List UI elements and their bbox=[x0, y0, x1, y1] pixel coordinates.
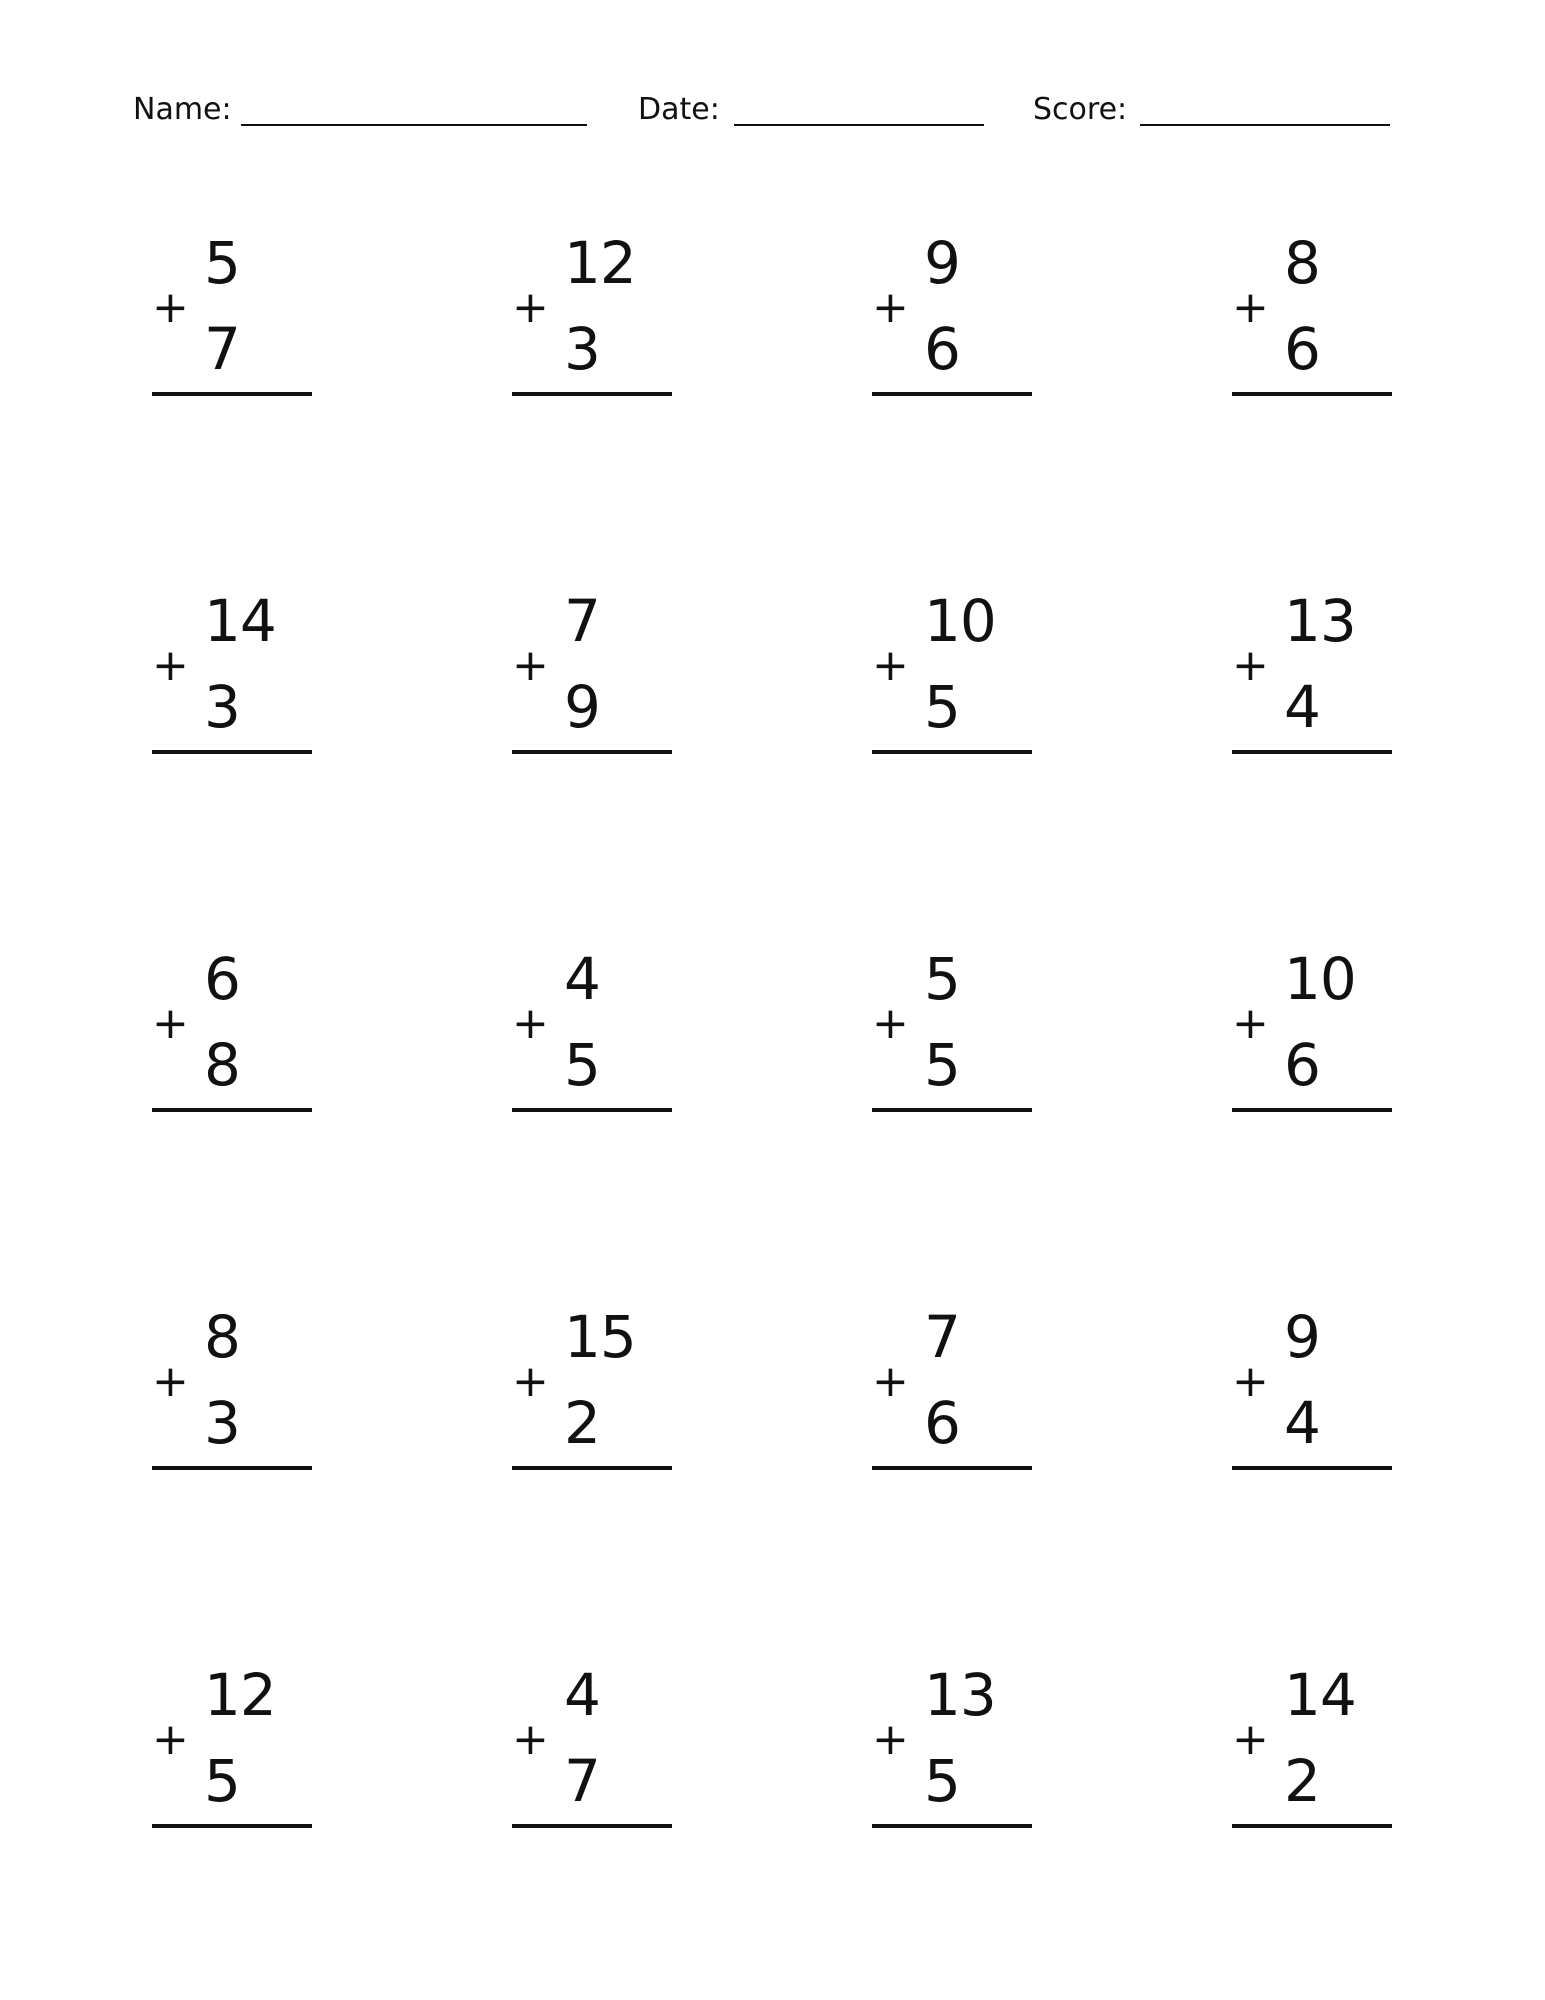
addition-problem bbox=[1232, 230, 1392, 390]
plus-sign: + bbox=[1232, 1714, 1269, 1765]
bottom-addend: 7 bbox=[204, 315, 240, 383]
answer-line[interactable] bbox=[1232, 1108, 1392, 1112]
answer-line[interactable] bbox=[512, 1824, 672, 1828]
top-addend: 9 bbox=[924, 229, 960, 297]
answer-line[interactable] bbox=[872, 392, 1032, 396]
top-addend: 13 bbox=[1284, 587, 1356, 655]
bottom-addend: 3 bbox=[564, 315, 600, 383]
bottom-addend: 2 bbox=[1284, 1747, 1320, 1815]
addition-problem bbox=[1232, 588, 1392, 748]
plus-sign: + bbox=[1232, 1356, 1269, 1407]
answer-line[interactable] bbox=[1232, 1824, 1392, 1828]
answer-line[interactable] bbox=[1232, 392, 1392, 396]
top-addend: 13 bbox=[924, 1661, 996, 1729]
bottom-addend: 5 bbox=[204, 1747, 240, 1815]
top-addend: 5 bbox=[924, 945, 960, 1013]
top-addend: 5 bbox=[204, 229, 240, 297]
answer-line[interactable] bbox=[152, 392, 312, 396]
addition-problem bbox=[512, 588, 672, 748]
top-addend: 10 bbox=[924, 587, 996, 655]
bottom-addend: 2 bbox=[564, 1389, 600, 1457]
name-label: Name: bbox=[133, 92, 232, 127]
plus-sign: + bbox=[872, 282, 909, 333]
bottom-addend: 6 bbox=[1284, 1031, 1320, 1099]
answer-line[interactable] bbox=[512, 750, 672, 754]
top-addend: 15 bbox=[564, 1303, 636, 1371]
bottom-addend: 4 bbox=[1284, 673, 1320, 741]
answer-line[interactable] bbox=[872, 1466, 1032, 1470]
plus-sign: + bbox=[872, 640, 909, 691]
top-addend: 7 bbox=[564, 587, 600, 655]
bottom-addend: 7 bbox=[564, 1747, 600, 1815]
top-addend: 8 bbox=[204, 1303, 240, 1371]
plus-sign: + bbox=[152, 1356, 189, 1407]
plus-sign: + bbox=[512, 1356, 549, 1407]
answer-line[interactable] bbox=[1232, 750, 1392, 754]
plus-sign: + bbox=[1232, 640, 1269, 691]
plus-sign: + bbox=[872, 1356, 909, 1407]
addition-problem bbox=[152, 230, 312, 390]
addition-problem bbox=[512, 1662, 672, 1822]
bottom-addend: 9 bbox=[564, 673, 600, 741]
answer-line[interactable] bbox=[152, 1824, 312, 1828]
answer-line[interactable] bbox=[512, 392, 672, 396]
top-addend: 4 bbox=[564, 1661, 600, 1729]
bottom-addend: 5 bbox=[564, 1031, 600, 1099]
bottom-addend: 3 bbox=[204, 673, 240, 741]
bottom-addend: 6 bbox=[1284, 315, 1320, 383]
plus-sign: + bbox=[152, 640, 189, 691]
plus-sign: + bbox=[512, 1714, 549, 1765]
bottom-addend: 5 bbox=[924, 673, 960, 741]
addition-problem bbox=[872, 946, 1032, 1106]
answer-line[interactable] bbox=[1232, 1466, 1392, 1470]
bottom-addend: 8 bbox=[204, 1031, 240, 1099]
bottom-addend: 6 bbox=[924, 1389, 960, 1457]
top-addend: 12 bbox=[564, 229, 636, 297]
top-addend: 10 bbox=[1284, 945, 1356, 1013]
addition-problem bbox=[872, 588, 1032, 748]
addition-problem bbox=[512, 1304, 672, 1464]
plus-sign: + bbox=[872, 998, 909, 1049]
bottom-addend: 4 bbox=[1284, 1389, 1320, 1457]
bottom-addend: 6 bbox=[924, 315, 960, 383]
addition-problem bbox=[872, 230, 1032, 390]
bottom-addend: 3 bbox=[204, 1389, 240, 1457]
bottom-addend: 5 bbox=[924, 1747, 960, 1815]
date-label: Date: bbox=[638, 92, 720, 127]
plus-sign: + bbox=[872, 1714, 909, 1765]
answer-line[interactable] bbox=[512, 1108, 672, 1112]
top-addend: 9 bbox=[1284, 1303, 1320, 1371]
answer-line[interactable] bbox=[872, 750, 1032, 754]
plus-sign: + bbox=[512, 640, 549, 691]
top-addend: 4 bbox=[564, 945, 600, 1013]
top-addend: 7 bbox=[924, 1303, 960, 1371]
addition-problem bbox=[872, 1662, 1032, 1822]
top-addend: 8 bbox=[1284, 229, 1320, 297]
score-label: Score: bbox=[1033, 92, 1128, 127]
addition-problem bbox=[152, 946, 312, 1106]
answer-line[interactable] bbox=[152, 750, 312, 754]
addition-problem bbox=[152, 1304, 312, 1464]
addition-problem bbox=[512, 230, 672, 390]
addition-problem bbox=[1232, 1662, 1392, 1822]
plus-sign: + bbox=[1232, 998, 1269, 1049]
plus-sign: + bbox=[152, 282, 189, 333]
top-addend: 12 bbox=[204, 1661, 276, 1729]
addition-problem bbox=[1232, 1304, 1392, 1464]
plus-sign: + bbox=[1232, 282, 1269, 333]
top-addend: 14 bbox=[1284, 1661, 1356, 1729]
top-addend: 14 bbox=[204, 587, 276, 655]
addition-problem bbox=[512, 946, 672, 1106]
plus-sign: + bbox=[512, 998, 549, 1049]
addition-problem bbox=[1232, 946, 1392, 1106]
answer-line[interactable] bbox=[152, 1466, 312, 1470]
answer-line[interactable] bbox=[512, 1466, 672, 1470]
answer-line[interactable] bbox=[872, 1824, 1032, 1828]
bottom-addend: 5 bbox=[924, 1031, 960, 1099]
top-addend: 6 bbox=[204, 945, 240, 1013]
plus-sign: + bbox=[152, 998, 189, 1049]
answer-line[interactable] bbox=[872, 1108, 1032, 1112]
addition-problem bbox=[152, 588, 312, 748]
plus-sign: + bbox=[152, 1714, 189, 1765]
addition-problem bbox=[152, 1662, 312, 1822]
plus-sign: + bbox=[512, 282, 549, 333]
answer-line[interactable] bbox=[152, 1108, 312, 1112]
addition-problem bbox=[872, 1304, 1032, 1464]
